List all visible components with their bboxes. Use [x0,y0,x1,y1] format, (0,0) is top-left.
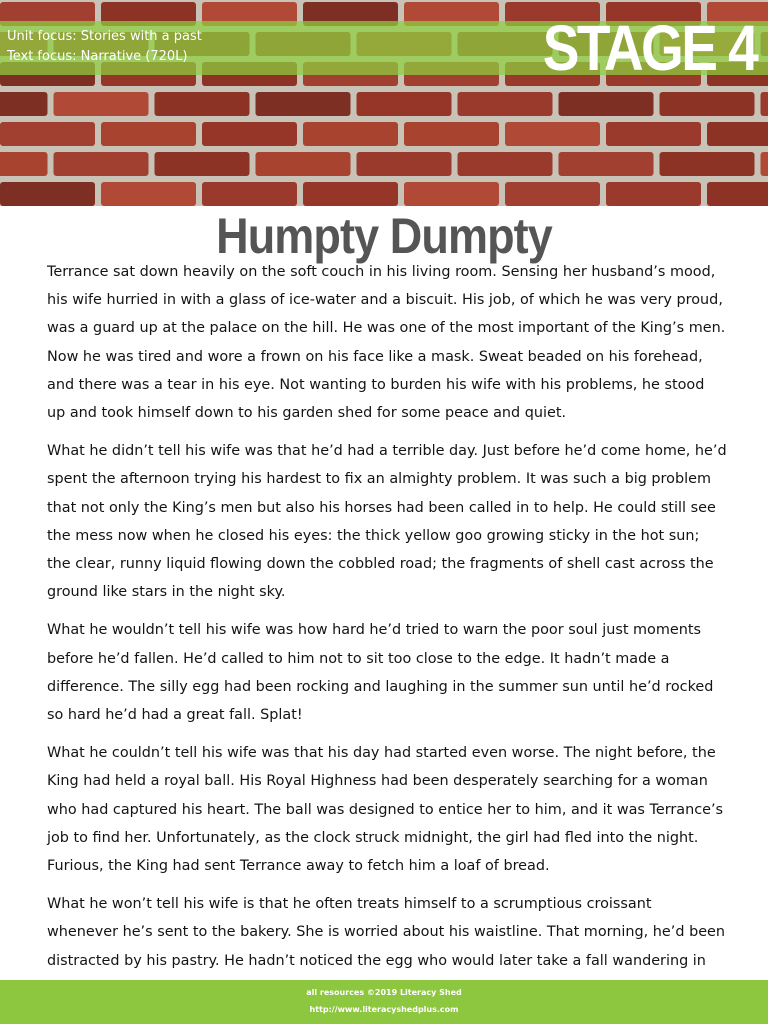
brick [458,152,553,176]
brick [559,92,654,116]
brick [0,152,48,176]
unit-focus-text: Unit focus: Stories with a past [7,29,202,44]
brick [303,122,398,146]
brick [155,152,250,176]
brick [0,182,95,206]
brick [606,122,701,146]
brick [761,152,768,176]
brick-wall-header [0,0,768,206]
brick [505,182,600,206]
brick [505,122,600,146]
brick [404,182,499,206]
brick [101,182,196,206]
brick [559,152,654,176]
brick [660,152,755,176]
footer [0,980,768,1024]
story-paragraph: What he couldn’t tell his wife was that his day had started even worse. The night before, the King had held a royal ball. His Royal Highness had been desperately searching for a woman who had captured his heart. The ball was designed to entice her to him, and it was Terrance’s job to find her. Unfortunately, as the clock struck midnight, the girl had fled into the night. Furious, the King had sent Terrance away to fetch him a loaf of bread. [47,745,724,875]
brick [202,182,297,206]
story-paragraph: Terrance sat down heavily on the soft couch in his living room. Sensing her husband’s mood, his wife hurried in with a glass of ice-water and a biscuit. His job, of which he was very proud, was a guard up at the palace on the hill. He was one of the most important of the King’s men. Now he was tired and wore a frown on his face like a mask. Sweat beaded on his forehead, and there was a tear in his eye. Not wanting to burden his wife with his problems, he stood up and took himself down to his garden shed for some peace and quiet. [47,264,726,422]
brick [54,92,149,116]
brick [303,182,398,206]
brick [202,122,297,146]
story-paragraph: What he wouldn’t tell his wife was how hard he’d tried to warn the poor soul just moments before he’d fallen. He’d called to him not to sit too close to the edge. It hadn’t made a difference. The silly egg had been rocking and laughing in the summer sun until he’d rocked so hard he’d had a great fall. Splat! [47,622,714,724]
brick [707,182,768,206]
brick [54,152,149,176]
brick [101,122,196,146]
brick [707,122,768,146]
brick [404,122,499,146]
footer-url[interactable]: http://www.literacyshedplus.com [309,1005,459,1014]
page-title: Humpty Dumpty [216,208,552,264]
footer-copyright: all resources ©2019 Literacy Shed [306,988,462,997]
brick [606,182,701,206]
brick [761,92,768,116]
story-text [47,258,727,975]
brick [660,92,755,116]
brick [256,152,351,176]
brick [357,152,452,176]
brick [155,92,250,116]
focus-info [7,27,202,67]
brick [0,122,95,146]
brick [357,92,452,116]
story-paragraph: What he won’t tell his wife is that he often treats himself to a scrumptious croissant whenever he’s sent to the bakery. She is worried about his waistline. That morning, he’d been distracted by his pastry. He hadn’t noticed the egg who would later take a fall wandering in [47,896,726,969]
story-paragraph: What he didn’t tell his wife was that he’d had a terrible day. Just before he’d come home, he’d spent the afternoon trying his hardest to fix an almighty problem. It was such a big problem that not only the King’s men but also his horses had been called in to help. He could still see the mess now when he closed his eyes: the thick yellow goo growing sticky in the hot sun; the clear, runny liquid flowing down the cobbled road; the fragments of shell cast across the ground like stars in the night sky. [47,443,727,601]
brick [458,92,553,116]
text-focus-text: Text focus: Narrative (720L) [7,49,188,64]
brick [0,92,48,116]
brick [256,92,351,116]
stage-label: STAGE 4 [542,12,756,84]
